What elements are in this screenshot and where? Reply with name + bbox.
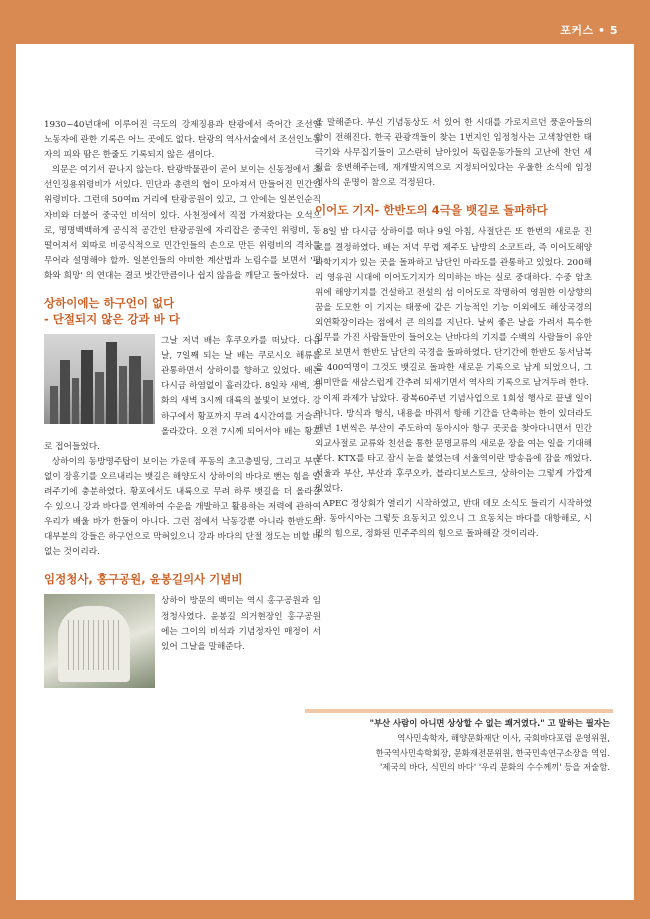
right-paragraph-3: 이제 과제가 남았다. 광복60주년 기념사업으로 1회성 행사로 끝낼 일이 아니다. 방식과 형식, 내용을 바꿔서 항해 기간을 단축하는 한이 있더라도 매년 1번씩은 부산이 주도하여 동아시아 항구 곳곳을 찾아다니면서 민간외교사절로 교류와 친선을 통한 문명교류의 새로운 장을 여는 일을 기대해 본다. KTX를 타고 잠시 눈을 붙였는데 서울역이란 방송음에 잠을 깨었다. 서울과 부산, 부산과 후쿠오카, 블라디보스토크, 상하이는 그렇게 가깝게 있었다. — [315, 393, 592, 495]
memorial-block — [44, 594, 321, 690]
right-column — [315, 116, 592, 542]
author-bio-line-1: "부산 사람이 아니면 상상할 수 없는 쾌거였다." 고 말하는 필자는 — [369, 718, 610, 728]
shanghai-block — [44, 334, 321, 455]
right-paragraph-1: 을 말해준다. 부신 기념동상도 서 있어 한 시대를 가로지르던 풍운아들의 함이 전해진다. 한국 관광객들이 찾는 1번지인 임정청사는 고색창연한 태극기와 사무집기들이 고스란히 남아있어 독립운동가들의 고난에 찬던 세월을 웅변해주는데, 재개발지역으로 지정되어있다는 우울한 소식에 임정청사의 운명이 참으로 걱정된다. — [315, 118, 592, 189]
author-bio-line-2: 역사민속학자, 해양문화재단 이사, 국회바다포럼 운영위원, — [397, 732, 610, 743]
right-paragraph-4: APEC 정상회가 열리기 시작하였고, 반대 데모 소식도 들리기 시작하였다. 동아시아는 그렇듯 요동치고 있으니 그 요동치는 바다를 대항해로, 시민의 힘으로, 정화된 민주주의의 힘으로 돌파해갈 것이리라. — [315, 499, 592, 540]
left-paragraph-3: 그날 저녁 배는 후쿠오카를 떠났다. 다음날, 7일째 되는 날 배는 쿠로시오 해류를 관통하면서 상하이를 향하고 있었다. 배는 다시금 하염없이 흘러갔다. 8일차 새벽, 정화의 새벽 3시께 대륙의 불빛이 보였다. 강 하구에서 황포까지 무려 4시간여를 거슬러 올라갔다. 오전 7시께 되어서야 배는 황포로 접어들었다. — [44, 336, 321, 452]
left-column — [44, 118, 321, 690]
memorial-stone-photo — [44, 594, 155, 688]
author-bio-line-4: '제국의 바다, 식민의 바다' '우리 문화의 수수께끼' 등을 저술함. — [380, 762, 610, 773]
author-bio-box — [298, 716, 610, 775]
left-paragraph-1: 1930~40년대에 이루어진 극도의 강제징용과 탄광에서 죽어간 조선인 노동자에 관한 기록은 어느 곳에도 없다. 탄광의 역사서술에서 조선인노동자의 피와 땀은 한줄도 기록되지 않은 셈이다. — [44, 120, 321, 161]
author-bio-line-3: 한국역사민속학회장, 문화재전문위원, 한국민속연구소장을 역임. — [375, 747, 610, 758]
section-heading-provisional-government: 임정청사, 홍구공원, 윤봉길의사 기념비 — [44, 572, 243, 587]
left-paragraph-5: 상하이 방문의 백미는 역시 홍구공원과 임정청사였다. 윤봉길 의거현장인 홍구공원에는 그이의 비석과 기념정자인 매정이 서 있어 그날을 말해준다. — [161, 596, 321, 652]
section-heading-shanghai — [44, 295, 321, 327]
shanghai-skyline-photo — [44, 334, 155, 424]
section-heading-ieodo: 이어도 기지- 한반도의 4극을 뱃길로 돌파하다 — [315, 203, 548, 218]
section-heading-shanghai-line1: 상하이에는 하구언이 없다 — [44, 296, 175, 311]
author-box-accent — [305, 709, 613, 713]
right-paragraph-2: 8일 밤 다시금 상하이를 떠나 9일 아침, 사절단은 또 한번의 새로운 진로를 결정하였다. 배는 저녁 무렵 제주도 남방의 소코트라, 즉 이어도해양과학기지가 있는 곳을 돌파하고 남단인 마라도를 관통하고 있었다. 200해리 영유권 시대에 이어도기지가 의미하는 바는 실로 중대하다. 수중 암초 위에 해양기지를 건설하고 전설의 섬 이어도로 작명하여 영원한 이상향의 꿈을 도모한 이 기지는 태풍에 같은 기능적인 기능 이외에도 해상국경의 외연확장이라는 점에서 큰 의의를 지닌다. 날씨 좋은 날을 가려서 특수한 임무를 가진 사람들만이 들어오는 난바다의 기지를 수백의 사람들이 유안으로 보면서 한반도 남단의 국경을 돌파하였다. 단기간에 한반도 동서남북을 400여명이 그것도 뱃길로 돌파한 새로운 기록으로 남게 되었으니, 그 의미만을 새삼스럽게 간추려 되새기면서 역사의 기록으로 남겨두려 한다. — [315, 227, 592, 389]
page-header-label: 포커스 • 5 — [560, 24, 618, 37]
left-paragraph-4: 상하이의 동방명주탑이 보이는 가운데 푸동의 초고층빌딩, 그리고 부단 없이 장흥기를 오르내리는 뱃길은 해양도시 상하이의 바다로 뻔는 힘을 알려주기에 충분하였다. 황포에서도 내륙으로 무려 하루 뱃길을 더 올라갈 수 있으니 강과 바다를 연계하여 수운을 개발하고 활용하는 저력에 관하여 우리가 배울 바가 한둘이 아니다. 그런 점에서 낙동강뿐 아니라 한반도의 대부분의 강들은 하구언으로 막혀있으니 강과 바다의 단절 정도는 비할 바 없는 것이리라. — [44, 456, 321, 558]
left-paragraph-2: 의문은 여기서 끝나지 않는다. 탄광박물관이 곧어 보이는 신동정에서 조선인징용위령비가 서있다. 민단과 총련의 협이 모아져서 만들어진 민간인 위령비다. 그런데 50여m 거리에 탄광공원이 있고, 그 안에는 일본인순직자비와 더불어 중국인 비석이 있다. 사천정에서 직접 가져왔다는 오석으로, 명명백백하게 공식적 공간인 탄광공원에 자리잡은 중국인 위령비, 동떨어져서 외따로 비공식적으로 민간인들의 손으로 만든 위령비의 격차를 무어라 설명해야 할까. 일본인들의 야비한 계산법과 노림수를 보면서 '평화와 희망' 의 연대는 결코 벗간만큼이나 쉽지 않음을 깨닫고 돌아섰다. — [44, 165, 321, 281]
section-heading-shanghai-line2: - 단절되지 않은 강과 바 다 — [44, 312, 180, 327]
